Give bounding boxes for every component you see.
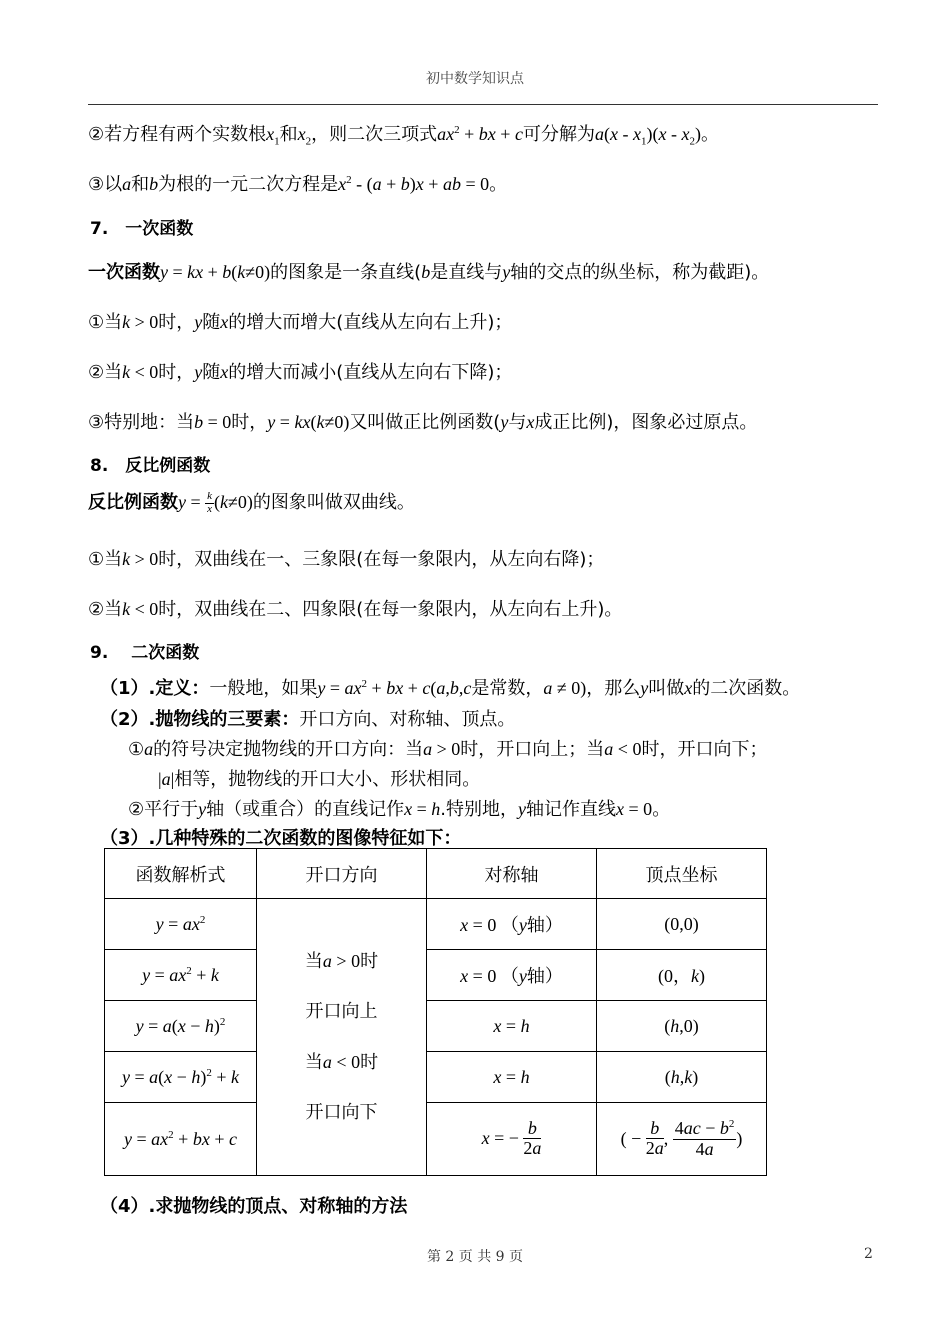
direction-line-1: 当a > 0时	[304, 951, 379, 972]
inverse-function-definition: 反比例函数y = $\frac{k}{x}$ (k≠0)的图象叫做双曲线。	[88, 489, 415, 515]
roots-item-2: ②若方程有两个实数根$x_1$和$x_2$，则二次三项式$ax^2$ + bx + c可分解为$a(x - x_1)(x - x_2)$。	[88, 124, 719, 148]
inverse-item-1: ①当k > 0时，双曲线在一、三象限(在每一象限内，从左向右降)；	[88, 549, 605, 570]
table-row	[105, 1001, 767, 1052]
cell-vertex: (h,0)	[597, 1001, 767, 1052]
table-row	[105, 1103, 767, 1176]
table-header-row	[105, 849, 767, 899]
cell-expression: $y = ax^2$ + bx + c	[105, 1103, 257, 1176]
direction-line-4: 开口向下	[305, 1102, 378, 1123]
cell-expression: $y = a(x - h)^2 + k$	[105, 1052, 257, 1103]
cell-vertex: (0,0)	[597, 899, 767, 950]
parabola-item-1-cont: |a|相等，抛物线的开口大小、形状相同。	[158, 769, 481, 790]
direction-line-3: 当a < 0时	[304, 1052, 379, 1073]
cell-vertex: (0，k)	[597, 950, 767, 1001]
cell-vertex: (h,k)	[597, 1052, 767, 1103]
header-expression: 函数解析式	[105, 849, 257, 899]
cell-axis: x = h	[427, 1052, 597, 1103]
header-direction: 开口方向	[257, 849, 427, 899]
cell-expression: $y = ax^2$	[105, 899, 257, 950]
linear-function-definition: 一次函数y = kx + b(k≠0)的图象是一条直线(b是直线与y轴的交点的纵坐标，称为截距)。	[88, 262, 770, 283]
section-9-title: 9. 二次函数	[90, 643, 200, 663]
table-row	[105, 950, 767, 1001]
inverse-item-2: ②当k < 0时，双曲线在二、四象限(在每一象限内，从左向右上升)。	[88, 599, 623, 620]
cell-vertex: ( − $\frac{b}{2a}$ , $\frac{4ac - b^2}{4a}$ )	[597, 1103, 767, 1176]
cell-expression: $y = a(x - h)^2$	[105, 1001, 257, 1052]
cell-axis: x = h	[427, 1001, 597, 1052]
page-footer: 第 2 页 共 9 页	[426, 1249, 524, 1265]
section-8-title: 8. 反比例函数	[90, 456, 211, 476]
table-row	[105, 1052, 767, 1103]
quadratic-definition: （1）.定义：一般地，如果$y = ax^2$ + bx + c(a,b,c是常数，a ≠ 0)，那么y叫做x的二次函数。	[100, 678, 801, 699]
special-quadratics-heading: （3）.几种特殊的二次函数的图像特征如下：	[100, 828, 462, 849]
linear-item-1: ①当k > 0时，y随x的增大而增大(直线从左向右上升)；	[88, 312, 513, 333]
parabola-item-1: ①a的符号决定抛物线的开口方向：当a > 0时，开口向上；当a < 0时，开口向下；	[128, 739, 768, 760]
cell-axis: x = 0 （y轴）	[427, 899, 597, 950]
parabola-elements: （2）.抛物线的三要素：开口方向、对称轴、顶点。	[100, 709, 516, 730]
cell-axis: x = − $\frac{b}{2a}$	[427, 1103, 597, 1176]
cell-axis: x = 0 （y轴）	[427, 950, 597, 1001]
vertex-method-heading: （4）.求抛物线的顶点、对称轴的方法	[100, 1196, 408, 1217]
header-axis: 对称轴	[427, 849, 597, 899]
header-rule	[88, 104, 878, 105]
quadratic-features-table	[104, 848, 767, 1176]
cell-direction	[257, 899, 427, 1176]
page-header: 初中数学知识点	[426, 71, 524, 87]
header-vertex: 顶点坐标	[597, 849, 767, 899]
cell-expression: $y = ax^2 + k$	[105, 950, 257, 1001]
linear-item-3: ③特别地：当b = 0时，y = kx(k≠0)又叫做正比例函数(y与x成正比例)，图象必过原点。	[88, 412, 758, 433]
linear-item-2: ②当k < 0时，y随x的增大而减小(直线从左向右下降)；	[88, 362, 513, 383]
section-7-title: 7. 一次函数	[90, 219, 194, 239]
page-number: 2	[864, 1246, 873, 1262]
parabola-item-2: ②平行于y轴（或重合）的直线记作x = h.特别地，y轴记作直线x = 0。	[128, 799, 671, 820]
direction-line-2: 开口向上	[305, 1001, 378, 1022]
roots-item-3: ③以a和b为根的一元二次方程是$x^2 - (a + b)x$ + ab = 0。	[88, 174, 508, 195]
table-row	[105, 899, 767, 950]
